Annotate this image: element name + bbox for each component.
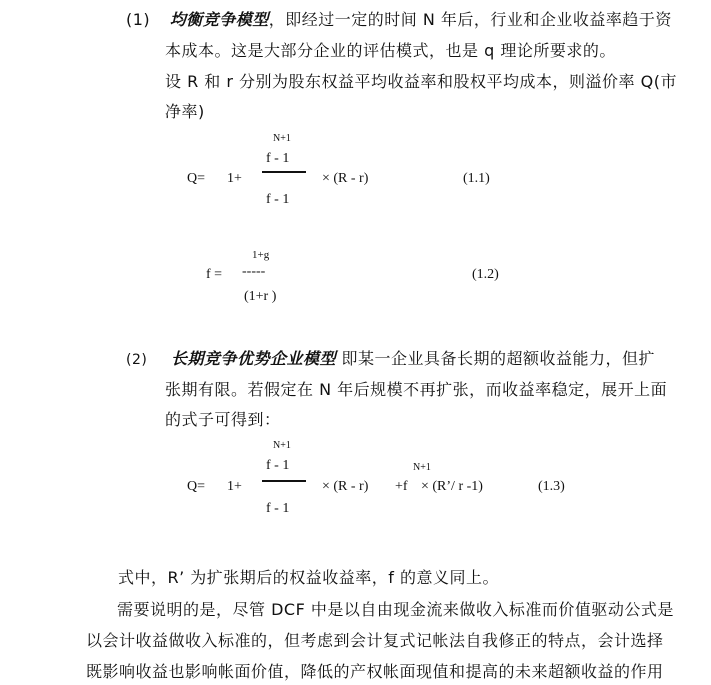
eq1-numerator: f - 1 [266,151,290,166]
eq2-denominator: (1+r ) [244,289,277,304]
section1-line1 [126,7,672,30]
section2-line3: 的式子可得到： [165,410,281,429]
section1-line1-text: ，即经过一定的时间 N 年后，行业和企业收益率趋于资 [268,10,672,29]
section1-line2: 本成本。这是大部分企业的评估模式，也是 q 理论所要求的。 [165,41,616,60]
eq3-numerator: f - 1 [266,458,290,473]
section2-title: 长期竞争优势企业模型 [170,349,336,368]
eq3-times-term: × (R - r) [322,479,369,494]
eq2-label: (1.2) [472,267,499,282]
eq1-fraction-bar [262,171,306,173]
section1-title: 均衡竞争模型 [169,10,269,29]
eq3-tail-term: × (R’/ r -1) [421,479,483,494]
eq1-one-plus: 1+ [227,171,242,186]
eq2-dashes: ----- [242,264,266,279]
section1-line4: 净率) [165,102,205,121]
eq3-superscript: N+1 [273,440,291,451]
section2-number: (2) [126,352,148,368]
eq1-lhs: Q= [187,171,206,186]
eq3-denominator: f - 1 [266,501,290,516]
eq1-denominator: f - 1 [266,192,290,207]
paragraph-2-line3: 既影响收益也影响帐面价值，降低的产权帐面现值和提高的未来超额收益的作用 [86,662,664,681]
eq3-label: (1.3) [538,479,565,494]
eq3-fraction-bar [262,480,306,482]
paragraph-2-line1: 需要说明的是，尽管 DCF 中是以自由现金流来做收入标准而价值驱动公式是 [117,600,674,619]
paragraph-2-line2: 以会计收益做收入标准的，但考虑到会计复式记帐法自我修正的特点，会计选择 [86,631,664,650]
eq3-plus-f: +f [395,479,408,494]
section1-line3: 设 R 和 r 分别为股东权益平均收益率和股权平均成本，则溢价率 Q(市 [165,72,677,91]
eq1-label: (1.1) [463,171,490,186]
eq1-superscript: N+1 [273,133,291,144]
eq3-lhs: Q= [187,479,206,494]
eq3-one-plus: 1+ [227,479,242,494]
section2-line1-text: 即某一企业具备长期的超额收益能力，但扩 [335,349,656,368]
section1-number: (1) [126,10,151,29]
section2-line2: 张期有限。若假定在 N 年后规模不再扩张，而收益率稳定，展开上面 [165,380,668,399]
eq3-superscript-2: N+1 [413,462,431,473]
section2-line1 [126,346,655,369]
eq2-numerator: 1+g [252,249,270,261]
eq1-times-term: × (R - r) [322,171,369,186]
eq2-lhs: f = [206,267,223,282]
paragraph-note: 式中，R’ 为扩张期后的权益收益率，f 的意义同上。 [118,568,500,587]
